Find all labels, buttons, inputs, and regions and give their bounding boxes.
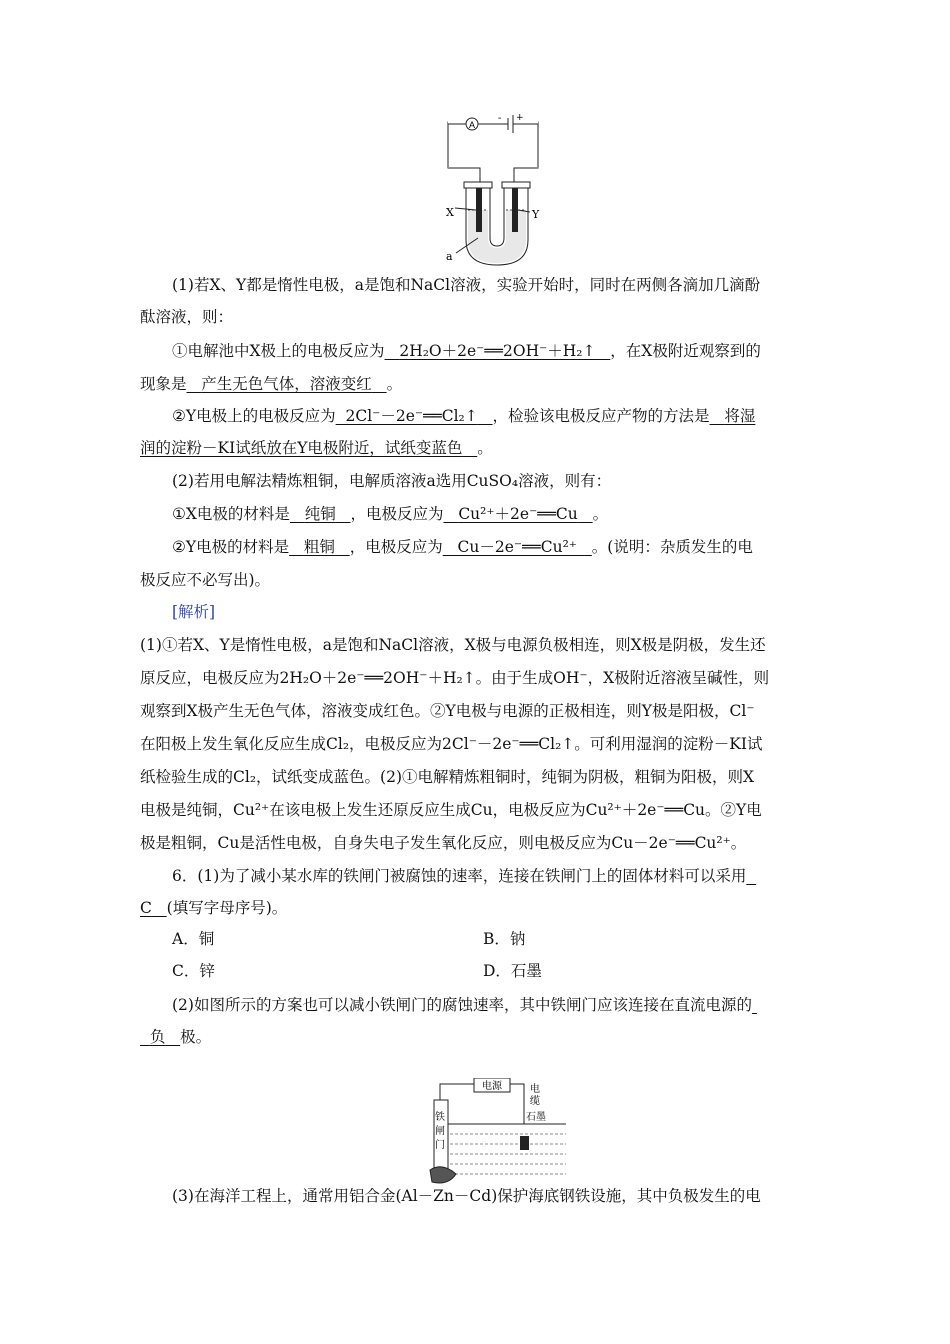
q6-part3: (3)在海洋工程上，通常用铝合金(Al－Zn－Cd)保护海底钢铁设施，其中负极发生的电 bbox=[172, 1187, 761, 1205]
cable-label-1: 电 bbox=[530, 1084, 540, 1095]
analysis-line: 在阳极上发生氧化反应生成Cl₂，电极反应为2Cl⁻－2e⁻══Cl₂↑。可利用湿润的淀粉－KI试 bbox=[140, 735, 763, 753]
solution-label: a bbox=[446, 250, 453, 263]
gate-label-1: 铁 bbox=[435, 1112, 445, 1123]
answer-y-material: 粗铜 bbox=[303, 538, 335, 556]
power-supply-label: 电源 bbox=[482, 1081, 502, 1092]
electrode-x-label: X bbox=[446, 206, 454, 219]
analysis-line: 极是粗铜，Cu是活性电极，自身失电子发生氧化反应，则电极反应为Cu－2e⁻══Cu²⁺。 bbox=[140, 834, 747, 852]
electrode-x bbox=[476, 188, 482, 232]
electrode-y bbox=[512, 188, 518, 232]
cable-label-2: 缆 bbox=[530, 1096, 540, 1107]
q2-item2-line2: 极反应不必写出)。 bbox=[140, 571, 271, 589]
answer-y-reaction: 2Cl⁻－2e⁻══Cl₂↑ bbox=[345, 407, 478, 425]
electrolysis-cell-figure bbox=[430, 110, 560, 275]
q1-intro-line1: (1)若X、Y都是惰性电极，a是饱和NaCl溶液，实验开始时，同时在两侧各滴加几滴酚 bbox=[172, 276, 761, 294]
graphite-electrode bbox=[520, 1136, 529, 1150]
analysis-line: 观察到X极产生无色气体，溶液变成红色。②Y电极与电源的正极相连，则Y极是阳极，Cl⁻ bbox=[140, 702, 755, 720]
q6-part2-line1: (2)如图所示的方案也可以减小铁闸门的腐蚀速率，其中铁闸门应该连接在直流电源的 bbox=[172, 996, 752, 1014]
analysis-line: 原反应，电极反应为2H₂O＋2e⁻══2OH⁻＋H₂↑。由于生成OH⁻，X极附近溶液呈碱性，则 bbox=[140, 669, 770, 687]
q2-item2-line1: ②Y电极的材料是 粗铜 ，电极反应为 Cu－2e⁻══Cu²⁺ 。(说明：杂质发生的电 bbox=[172, 538, 753, 556]
q6-part1-line2: C (填写字母序号)。 bbox=[140, 899, 288, 917]
gate-label-2: 闸 bbox=[435, 1126, 445, 1137]
answer-q6-2: 负 bbox=[149, 1028, 166, 1046]
battery-plus: + bbox=[516, 113, 524, 123]
analysis-line: 纸检验生成的Cl₂，试纸变成蓝色。(2)①电解精炼粗铜时，纯铜为阴极，粗铜为阳极，则X bbox=[140, 768, 755, 786]
answer-x-material: 纯铜 bbox=[304, 505, 336, 523]
option-a: A．铜 bbox=[172, 930, 215, 948]
analysis-line: (1)①若X、Y是惰性电极，a是饱和NaCl溶液，X极与电源负极相连，则X极是阴极，发生还 bbox=[140, 636, 766, 654]
answer-y-test: 润的淀粉－KI试纸放在Y电极附近，试纸变蓝色 bbox=[140, 439, 463, 457]
q6-options-row1 bbox=[172, 928, 852, 950]
answer-x-refine-reaction: Cu²⁺＋2e⁻══Cu bbox=[458, 505, 578, 523]
q1-item2-line2: 润的淀粉－KI试纸放在Y电极附近，试纸变蓝色 。 bbox=[140, 439, 493, 457]
answer-x-phenomenon: 产生无色气体，溶液变红 bbox=[201, 375, 372, 393]
iron-gate-figure bbox=[420, 1078, 570, 1190]
answer-y-refine-reaction: Cu－2e⁻══Cu²⁺ bbox=[457, 538, 577, 556]
battery-minus: - bbox=[498, 113, 502, 124]
option-b: B．钠 bbox=[483, 930, 526, 948]
q1-item2-line1: ②Y电极上的电极反应为 2Cl⁻－2e⁻══Cl₂↑ ，检验该电极反应产物的方法是 将湿 bbox=[172, 407, 756, 425]
electrode-y-label: Y bbox=[532, 208, 540, 221]
graphite-label: 石墨 bbox=[526, 1112, 546, 1123]
option-c: C．锌 bbox=[172, 962, 215, 980]
q1-intro-line2: 酞溶液，则： bbox=[140, 308, 234, 326]
q6-part2-line2: 负 极。 bbox=[149, 1028, 212, 1046]
q1-item1-line2: 现象是 产生无色气体，溶液变红 。 bbox=[140, 375, 403, 393]
gate-label-3: 门 bbox=[435, 1140, 445, 1151]
q6-options-row2 bbox=[172, 960, 852, 982]
q2-item1: ①X电极的材料是 纯铜 ，电极反应为 Cu²⁺＋2e⁻══Cu 。 bbox=[172, 505, 609, 523]
analysis-line: 电极是纯铜，Cu²⁺在该电极上发生还原反应生成Cu，电极反应为Cu²⁺＋2e⁻══Cu。②Y电 bbox=[140, 801, 762, 819]
analysis-title: [解析] bbox=[172, 603, 216, 621]
answer-q6-1: C bbox=[140, 899, 152, 917]
ammeter-label: A bbox=[468, 120, 476, 130]
q6-part1-line1: 6．(1)为了减小某水库的铁闸门被腐蚀的速率，连接在铁闸门上的固体材料可以采用 bbox=[172, 867, 747, 885]
q1-item1-line1: ①电解池中X极上的电极反应为 2H₂O＋2e⁻══2OH⁻＋H₂↑ ，在X极附近观察到的 bbox=[172, 342, 761, 360]
q2-intro: (2)若用电解法精炼粗铜，电解质溶液a选用CuSO₄溶液，则有： bbox=[172, 472, 612, 490]
answer-x-reaction: 2H₂O＋2e⁻══2OH⁻＋H₂↑ bbox=[399, 342, 596, 360]
option-d: D．石墨 bbox=[483, 962, 542, 980]
